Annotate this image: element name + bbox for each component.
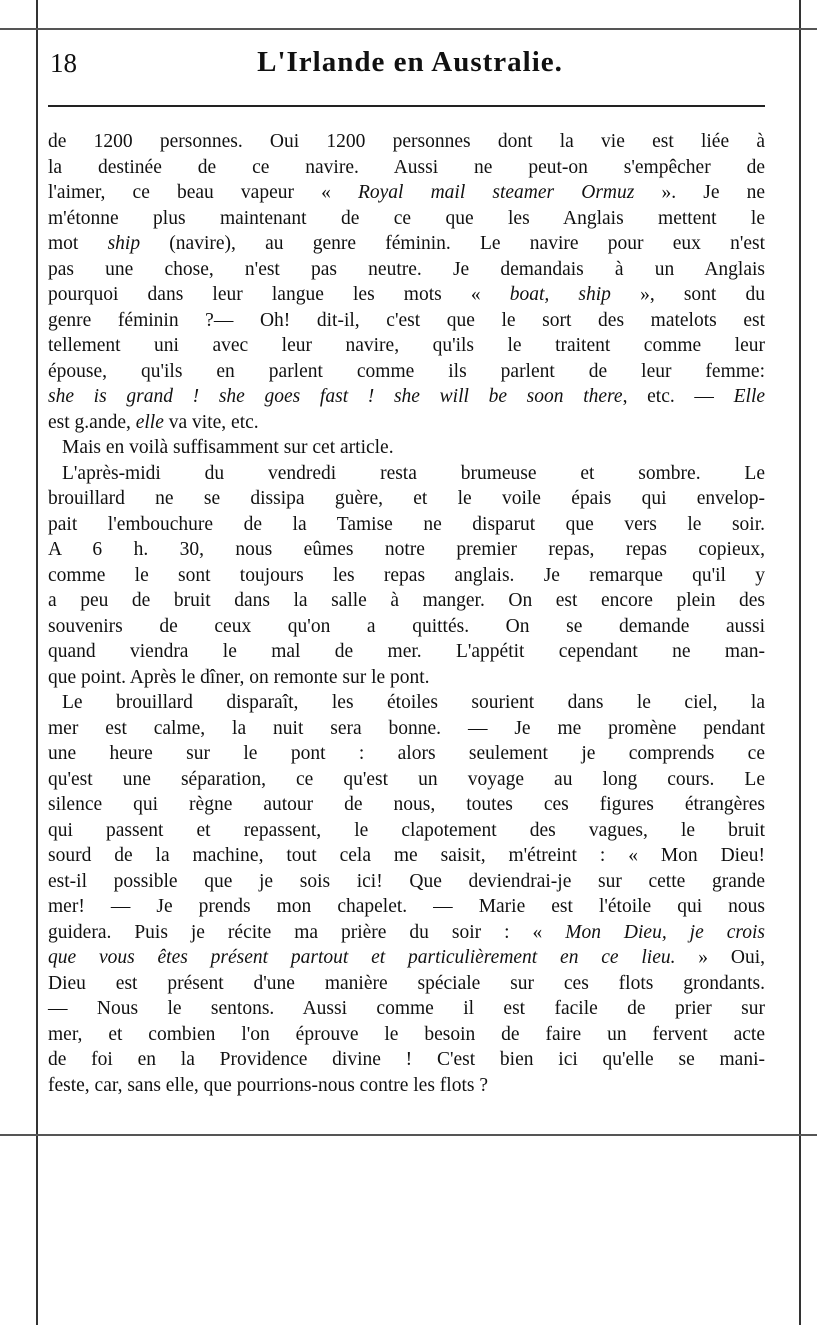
text-segment: pait l'embouchure de la Tamise ne disparut que vers le soir. xyxy=(48,513,765,535)
text-line xyxy=(48,614,765,640)
text-line xyxy=(48,792,765,818)
text-line xyxy=(48,512,765,538)
italic-text: Elle xyxy=(733,386,766,407)
text-segment: Dieu est présent d'une manière spéciale sur ces flots grondants. xyxy=(48,972,765,994)
text-line xyxy=(48,588,765,614)
text-segment: la destinée de ce navire. Aussi ne peut-on s'empêcher de xyxy=(48,156,765,178)
text-line xyxy=(48,971,765,997)
text-segment: guidera. Puis je récite ma prière du soir : « xyxy=(48,921,566,943)
text-segment: Mais en voilà suffisamment sur cet article. xyxy=(62,437,394,458)
text-segment: mer est calme, la nuit sera bonne. — Je me promène pendant xyxy=(48,717,765,739)
text-line xyxy=(48,945,765,971)
text-segment: (navire), au genre féminin. Le navire pour eux n'est xyxy=(140,233,765,254)
text-line xyxy=(48,665,765,691)
text-segment: A 6 h. 30, nous eûmes notre premier repas, repas copieux, xyxy=(48,539,765,560)
text-line xyxy=(48,741,765,767)
text-segment: a peu de bruit dans la salle à manger. On est encore plein des xyxy=(48,590,765,611)
italic-text: que vous êtes présent partout et particulièrement en ce lieu. xyxy=(48,947,676,968)
text-segment: » Oui, xyxy=(675,947,765,968)
italic-text: Royal mail steamer Ormuz xyxy=(357,182,635,203)
text-line xyxy=(48,690,765,716)
text-segment: tellement uni avec leur navire, qu'ils le traitent comme leur xyxy=(48,335,765,356)
text-segment: mot xyxy=(48,233,108,254)
right-page-border xyxy=(799,0,801,1325)
text-segment: L'après-midi du vendredi resta brumeuse et sombre. Le xyxy=(62,462,765,484)
left-page-border xyxy=(36,0,38,1325)
text-line xyxy=(48,843,765,869)
text-segment: », sont du xyxy=(610,284,765,305)
title-rule xyxy=(48,105,765,107)
text-line xyxy=(48,639,765,665)
text-line xyxy=(48,716,765,742)
text-segment: qu'est une séparation, ce qu'est un voyage au long cours. Le xyxy=(48,768,765,790)
text-segment: brouillard ne se dissipa guère, et le voile épais qui envelop- xyxy=(48,488,765,509)
text-segment: pourquoi dans leur langue les mots « xyxy=(48,284,510,305)
text-line xyxy=(48,461,765,487)
text-segment: est-il possible que je sois ici! Que deviendrai-je sur cette grande xyxy=(48,870,765,892)
text-line xyxy=(48,333,765,359)
text-line xyxy=(48,894,765,920)
text-line xyxy=(48,996,765,1022)
text-segment: va vite, etc. xyxy=(163,411,259,433)
bottom-scan-rule xyxy=(0,1134,817,1136)
italic-text: elle xyxy=(135,411,164,433)
text-segment: de 1200 personnes. Oui 1200 personnes dont la vie est liée à xyxy=(48,131,765,152)
italic-text: ship xyxy=(107,233,141,254)
text-segment: feste, car, sans elle, que pourrions-nous contre les flots ? xyxy=(48,1074,488,1096)
text-line xyxy=(48,231,765,257)
text-segment: genre féminin ?— Oh! dit-il, c'est que le sort des matelots est xyxy=(48,309,765,331)
text-line xyxy=(48,308,765,334)
text-line xyxy=(48,869,765,895)
text-segment: une heure sur le pont : alors seulement je comprends ce xyxy=(48,743,765,764)
text-line xyxy=(48,1073,765,1099)
text-segment: m'étonne plus maintenant de ce que les Anglais mettent le xyxy=(48,207,765,229)
text-segment: , etc. — xyxy=(622,386,734,407)
text-segment: quand viendra le mal de mer. L'appétit cependant ne man- xyxy=(48,641,765,662)
page-number: 18 xyxy=(50,48,77,78)
text-line xyxy=(48,206,765,232)
text-line xyxy=(48,359,765,385)
text-line xyxy=(48,384,765,410)
text-line xyxy=(48,818,765,844)
text-line xyxy=(48,767,765,793)
text-line xyxy=(48,129,765,155)
text-segment: pas une chose, n'est pas neutre. Je demandais à un Anglais xyxy=(48,258,765,280)
italic-text: Mon Dieu, je crois xyxy=(565,921,765,943)
running-title: L'Irlande en Australie. xyxy=(257,46,563,78)
text-segment: souvenirs de ceux qu'on a quittés. On se demande aussi xyxy=(48,615,765,637)
text-line xyxy=(48,180,765,206)
text-line xyxy=(48,486,765,512)
text-segment: ». Je ne xyxy=(634,182,766,203)
text-line xyxy=(48,155,765,181)
text-segment: est g.ande, xyxy=(48,411,136,433)
text-line xyxy=(48,257,765,283)
text-line xyxy=(48,282,765,308)
text-segment: épouse, qu'ils en parlent comme ils parlent de leur femme: xyxy=(48,360,765,382)
text-line xyxy=(48,537,765,563)
text-segment: — Nous le sentons. Aussi comme il est facile de prier sur xyxy=(48,998,765,1019)
text-segment: que point. Après le dîner, on remonte sur le pont. xyxy=(48,666,430,688)
text-segment: l'aimer, ce beau vapeur « xyxy=(48,182,358,203)
text-segment: Le brouillard disparaît, les étoiles sourient dans le ciel, la xyxy=(62,692,765,713)
text-segment: mer, et combien l'on éprouve le besoin de faire un fervent acte xyxy=(48,1023,765,1045)
italic-text: boat, ship xyxy=(509,284,611,305)
text-line xyxy=(48,1047,765,1073)
body-text xyxy=(48,129,765,1098)
text-line xyxy=(48,410,765,436)
text-line xyxy=(48,563,765,589)
text-segment: de foi en la Providence divine ! C'est bien ici qu'elle se mani- xyxy=(48,1049,765,1070)
text-segment: comme le sont toujours les repas anglais. Je remarque qu'il y xyxy=(48,564,765,586)
italic-text: she is grand ! she goes fast ! she will be soon there xyxy=(48,386,623,407)
text-line xyxy=(48,920,765,946)
text-segment: mer! — Je prends mon chapelet. — Marie est l'étoile qui nous xyxy=(48,896,765,917)
text-segment: sourd de la machine, tout cela me saisit, m'étreint : « Mon Dieu! xyxy=(48,845,765,866)
text-line xyxy=(48,435,765,461)
text-line xyxy=(48,1022,765,1048)
top-scan-rule xyxy=(0,28,817,30)
text-segment: qui passent et repassent, le clapotement des vagues, le bruit xyxy=(48,819,765,841)
text-segment: silence qui règne autour de nous, toutes ces figures étrangères xyxy=(48,794,765,815)
